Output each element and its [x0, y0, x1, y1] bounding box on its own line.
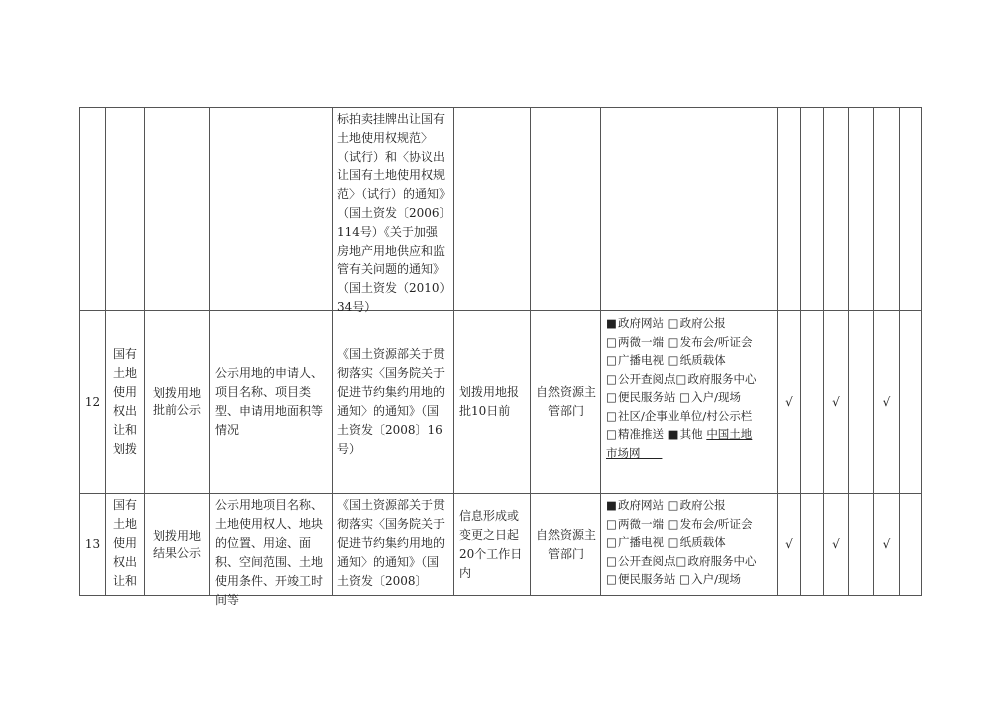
- unchecked-box-icon: □: [606, 353, 617, 367]
- subject-cell: [536, 494, 596, 595]
- row-number: 12: [84, 394, 101, 409]
- column-divider: [105, 107, 106, 595]
- category-cell: [111, 311, 139, 493]
- checked-box-icon: ■: [667, 427, 679, 441]
- check-mark-icon: √: [785, 394, 793, 409]
- column-divider: [800, 107, 801, 595]
- unchecked-box-icon: □: [667, 535, 679, 549]
- table-top-border: [79, 107, 922, 108]
- content-cell: [215, 496, 327, 610]
- other-channel-name-continued: 市场网: [606, 445, 641, 460]
- content-text: 公示用地项目名称、土地使用权人、地块的位置、用途、面积、空间范围、土地使用条件、开竣工时间等: [215, 498, 324, 607]
- unchecked-box-icon: □: [675, 553, 687, 568]
- check-cell: [824, 494, 848, 595]
- subject-text: 自然资源主管部门: [536, 385, 597, 418]
- check-mark-icon: √: [832, 394, 840, 409]
- row-number-cell: [80, 494, 105, 595]
- check-mark-icon: √: [832, 537, 840, 551]
- content-cell: [215, 311, 327, 493]
- unchecked-box-icon: □: [679, 572, 691, 586]
- check-mark-icon: √: [882, 537, 891, 551]
- unchecked-box-icon: □: [675, 371, 687, 386]
- item-cell: [149, 311, 205, 493]
- column-divider: [899, 107, 900, 595]
- unchecked-box-icon: □: [667, 516, 679, 531]
- channels-cell: [606, 496, 776, 589]
- item-cell: [149, 494, 205, 595]
- channel-line: □广播电视 □纸质载体: [606, 533, 776, 552]
- check-cell: [874, 494, 899, 595]
- check-mark-icon: √: [882, 394, 891, 409]
- channel-line: □社区/企事业单位/村公示栏: [606, 407, 776, 426]
- unchecked-box-icon: □: [606, 535, 617, 549]
- basis-text: 《国土资源部关于贯彻落实〈国务院关于促进节约集约用地的通知〉的通知》（国土资发〔2008〕: [337, 498, 446, 588]
- other-channel-name: 中国土地: [706, 427, 753, 441]
- channel-line: □两微一端 □发布会/听证会: [606, 515, 776, 534]
- column-divider: [848, 107, 849, 595]
- unchecked-box-icon: □: [606, 553, 617, 568]
- unchecked-box-icon: □: [606, 516, 617, 531]
- unchecked-box-icon: □: [606, 572, 617, 586]
- channel-line: □广播电视 □纸质载体: [606, 351, 776, 370]
- check-cell: [824, 311, 848, 493]
- column-divider: [453, 107, 454, 595]
- channel-line: □便民服务站 □入户/现场: [606, 388, 776, 407]
- basis-text: 标拍卖挂牌出让国有土地使用权规范〉（试行）和〈协议出让国有土地使用权规范〉（试行）的通知》（国土资发〔2006〕114号）《关于加强房地产用地供应和监管有关问题的通知》（国土资发（2010）34号）: [337, 112, 446, 314]
- column-divider: [209, 107, 210, 595]
- channel-line: □精准推送 ■其他 中国土地: [606, 425, 776, 444]
- check-cell: [778, 494, 800, 595]
- row-number-cell: [80, 311, 105, 493]
- subject-cell: [536, 311, 596, 493]
- checked-box-icon: ■: [606, 316, 617, 330]
- channel-line: □便民服务站 □入户/现场: [606, 570, 776, 589]
- channel-line: ■政府网站 □政府公报: [606, 496, 776, 515]
- unchecked-box-icon: □: [606, 408, 617, 423]
- table-bottom-border: [79, 595, 922, 596]
- unchecked-box-icon: □: [606, 371, 617, 386]
- subject-text: 自然资源主管部门: [536, 527, 597, 561]
- unchecked-box-icon: □: [606, 427, 617, 441]
- time-limit-text: 划拨用地报批10日前: [459, 385, 520, 418]
- category-text: 国有土地使用权出让和划拨: [112, 347, 137, 456]
- column-divider: [530, 107, 531, 595]
- checked-box-icon: ■: [606, 498, 617, 512]
- column-divider: [332, 107, 333, 595]
- basis-cell: [337, 496, 449, 591]
- channel-line: ■政府网站 □政府公报: [606, 314, 776, 333]
- unchecked-box-icon: □: [667, 498, 679, 512]
- channel-line: □公开查阅点□政府服务中心: [606, 552, 776, 571]
- basis-cell-continued: [337, 110, 449, 317]
- column-divider: [921, 107, 922, 595]
- unchecked-box-icon: □: [679, 390, 691, 404]
- column-divider: [600, 107, 601, 595]
- unchecked-box-icon: □: [606, 390, 617, 404]
- column-divider: [144, 107, 145, 595]
- channel-line: [606, 444, 776, 463]
- unchecked-box-icon: □: [606, 334, 617, 349]
- unchecked-box-icon: □: [667, 334, 679, 349]
- unchecked-box-icon: □: [667, 353, 679, 367]
- category-cell: [111, 496, 139, 591]
- content-text: 公示用地的申请人、项目名称、项目类型、申请用地面积等情况: [215, 366, 324, 437]
- time-limit-cell: [459, 311, 527, 493]
- unchecked-box-icon: □: [667, 316, 679, 330]
- check-cell: [874, 311, 899, 493]
- check-mark-icon: √: [785, 537, 793, 551]
- channel-line: □公开查阅点□政府服务中心: [606, 370, 776, 389]
- item-text: 划拨用地结果公示: [152, 528, 201, 560]
- time-limit-text: 信息形成或变更之日起20个工作日内: [459, 508, 523, 580]
- item-text: 划拨用地批前公示: [152, 386, 201, 417]
- basis-text: 《国土资源部关于贯彻落实〈国务院关于促进节约集约用地的通知〉的通知》（国土资发〔2008〕16号）: [337, 347, 446, 456]
- basis-cell: [337, 311, 449, 493]
- check-cell: [778, 311, 800, 493]
- channels-cell: [606, 314, 776, 462]
- time-limit-cell: [459, 494, 527, 595]
- channel-line: □两微一端 □发布会/听证会: [606, 333, 776, 352]
- row-number: 13: [84, 537, 101, 551]
- category-text: 国有土地使用权出让和: [112, 498, 137, 588]
